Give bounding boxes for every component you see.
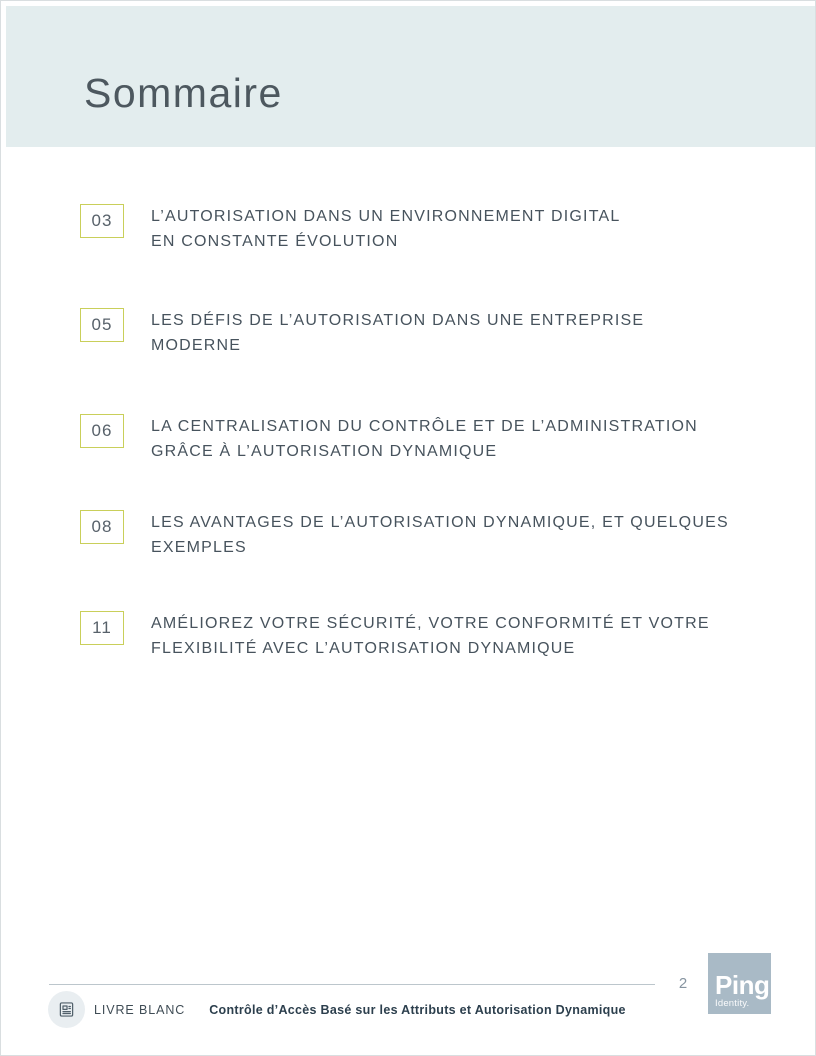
page-title: Sommaire [84,70,283,116]
toc-page-number-box: 05 [80,308,124,342]
table-of-contents [80,204,760,661]
toc-entry-title-line2: GRÂCE À L’AUTORISATION DYNAMIQUE [151,442,498,460]
toc-page-number-box: 11 [80,611,124,645]
footer [48,991,626,1028]
toc-entry-title-line1: AMÉLIOREZ VOTRE SÉCURITÉ, VOTRE CONFORMITÉ ET VOTRE [151,615,710,632]
toc-page-number-box: 03 [80,204,124,238]
footer-doc-title: Contrôle d’Accès Basé sur les Attributs et Autorisation Dynamique [209,1002,626,1017]
logo-sub-text: Identity. [715,998,750,1009]
toc-entry-1[interactable] [80,204,760,254]
toc-entry-title [151,611,710,661]
toc-entry-title [151,308,644,358]
logo-brand-text: Ping [715,970,770,1001]
footer-label: LIVRE BLANC [94,1002,186,1017]
page-number: 2 [678,975,688,992]
toc-entry-2[interactable] [80,308,760,358]
toc-entry-title-line2: FLEXIBILITÉ AVEC L’AUTORISATION DYNAMIQUE [151,639,576,657]
toc-entry-4[interactable] [80,510,760,560]
toc-entry-title-line1: LES DÉFIS DE L’AUTORISATION DANS UNE ENTREPRISE [151,312,645,329]
toc-page-number-box: 06 [80,414,124,448]
toc-entry-title-line2: EN CONSTANTE ÉVOLUTION [151,232,399,250]
toc-entry-3[interactable] [80,414,760,464]
toc-entry-title-line1: LA CENTRALISATION DU CONTRÔLE ET DE L’ADMINISTRATION [151,418,698,435]
toc-entry-title [151,510,729,560]
toc-entry-title-line2: MODERNE [151,336,242,354]
toc-entry-title [151,414,698,464]
ping-identity-logo [708,953,771,1014]
toc-entry-title-line1: LES AVANTAGES DE L’AUTORISATION DYNAMIQUE, ET QUELQUES [151,514,729,531]
toc-entry-5[interactable] [80,611,760,661]
toc-entry-title [151,204,620,254]
header-band [6,6,815,147]
toc-entry-title-line1: L’AUTORISATION DANS UN ENVIRONNEMENT DIGITAL [151,208,621,225]
toc-page-number-box: 08 [80,510,124,544]
footer-divider [49,984,655,985]
newspaper-icon [48,991,85,1028]
toc-entry-title-line2: EXEMPLES [151,538,247,556]
